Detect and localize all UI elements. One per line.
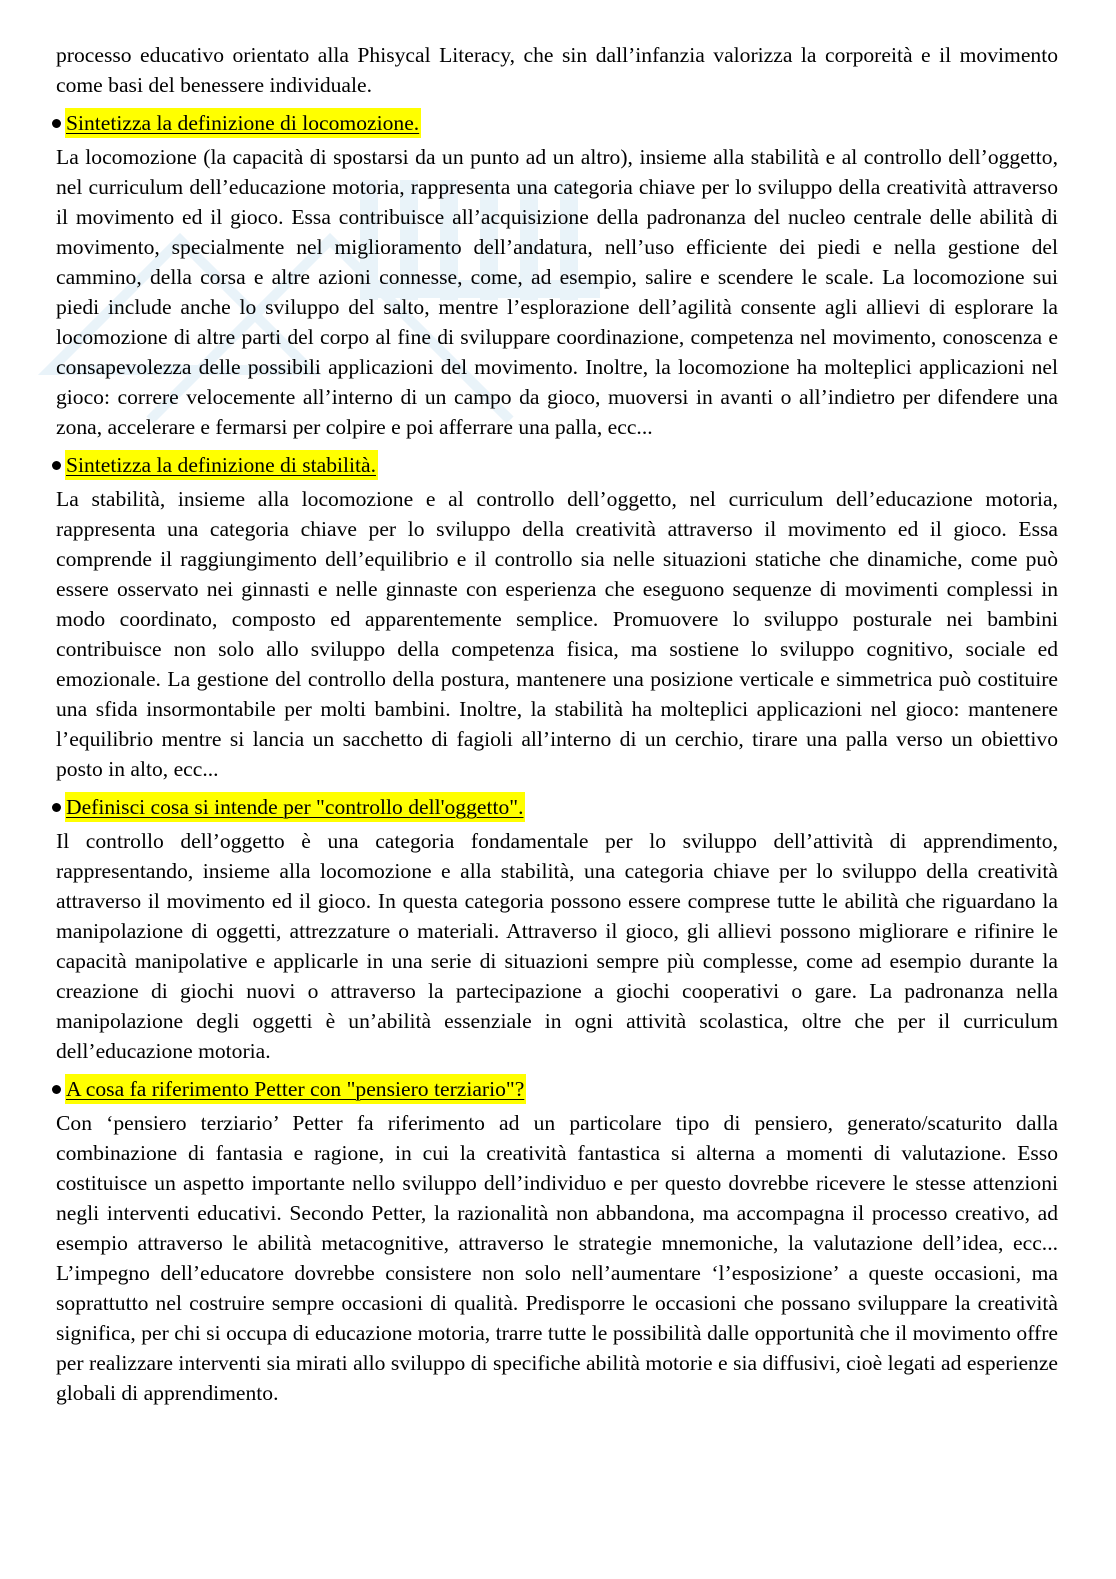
- question-heading: [52, 1074, 1058, 1104]
- question-heading: [52, 108, 1058, 138]
- qa-section-locomozione: [56, 108, 1058, 442]
- answer-paragraph: Il controllo dell’oggetto è una categoria fondamentale per lo sviluppo dell’attività di apprendimento, rappresentando, insieme alla locomozione e alla stabilità, una categoria chiave per lo sviluppo della creatività attraverso il movimento ed il gioco. In questa categoria possono essere comprese tutte le abilità che riguardano la manipolazione di oggetti, attrezzature o materiali. Attraverso il gioco, gli allievi possono migliorare e rifinire le capacità manipolative e applicarle in una serie di situazioni sempre più complesse, come ad esempio durante la creazione di giochi nuovi o attraverso la partecipazione a giochi cooperativi o gare. La padronanza nella manipolazione degli oggetti è un’abilità essenziale in ogni attività scolastica, oltre che per il curriculum dell’educazione motoria.: [56, 829, 1058, 1063]
- answer-paragraph: Con ‘pensiero terziario’ Petter fa riferimento ad un particolare tipo di pensiero, generato/scaturito dalla combinazione di fantasia e ragione, in cui la creatività fantastica si alterna a momenti di valutazione. Esso costituisce un aspetto importante nello sviluppo dell’individuo e per questo dovrebbe ricevere le stesse attenzioni negli interventi educativi. Secondo Petter, la razionalità non abbandona, ma accompagna il processo creativo, ad esempio attraverso le abilità metacognitive, attraverso le strategie mnemoniche, la valutazione dell’idea, ecc... L’impegno dell’educatore dovrebbe consistere non solo nell’aumentare ‘l’esposizione’ a queste occasioni, ma soprattutto nel costruire sempre occasioni di qualità. Predisporre le occasioni che possano sviluppare la creatività significa, per chi si occupa di educazione motoria, trarre tutte le possibilità dalle opportunità che il movimento offre per realizzare interventi sia mirati allo sviluppo di specifiche abilità motorie e sia diffusivi, cioè legati ad esperienze globali di apprendimento.: [56, 1111, 1058, 1405]
- question-text: Definisci cosa si intende per "controllo dell'oggetto".: [65, 792, 525, 822]
- bullet-icon: [52, 461, 61, 470]
- answer-paragraph: La locomozione (la capacità di spostarsi da un punto ad un altro), insieme alla stabilità e al controllo dell’oggetto, nel curriculum dell’educazione motoria, rappresenta una categoria chiave per lo sviluppo della creatività attraverso il movimento ed il gioco. Essa contribuisce all’acquisizione della padronanza del nucleo centrale delle abilità di movimento, specialmente nel miglioramento dell’andatura, nell’uso efficiente dei piedi e nella gestione del cammino, della corsa e altre azioni connesse, come, ad esempio, salire e scendere le scale. La locomozione sui piedi include anche lo sviluppo del salto, mentre l’esplorazione dell’agilità consente agli allievi di esplorare la locomozione di altre parti del corpo al fine di sviluppare coordinazione, competenza nel movimento, conoscenza e consapevolezza delle possibili applicazioni del movimento. Inoltre, la locomozione ha molteplici applicazioni nel gioco: correre velocemente all’interno di un campo da gioco, muoversi in avanti o all’indietro per difendere una zona, accelerare e fermarsi per colpire e poi afferrare una palla, ecc...: [56, 145, 1058, 439]
- question-text: Sintetizza la definizione di stabilità.: [65, 450, 378, 480]
- bullet-icon: [52, 1085, 61, 1094]
- answer-paragraph: La stabilità, insieme alla locomozione e al controllo dell’oggetto, nel curriculum dell’educazione motoria, rappresenta una categoria chiave per lo sviluppo della creatività attraverso il movimento ed il gioco. Essa comprende il raggiungimento dell’equilibrio e il controllo sia nelle situazioni statiche che dinamiche, come può essere osservato nei ginnasti e nelle ginnaste con esperienza che eseguono sequenze di movimenti complessi in modo coordinato, composto ed apparentemente semplice. Promuovere lo sviluppo posturale nei bambini contribuisce non solo allo sviluppo della competenza fisica, ma sostiene lo sviluppo cognitivo, sociale ed emozionale. La gestione del controllo della postura, mantenere una posizione verticale e simmetrica può costituire una sfida insormontabile per molti bambini. Inoltre, la stabilità ha molteplici applicazioni nel gioco: mantenere l’equilibrio mentre si lancia un sacchetto di fagioli all’interno di un cerchio, tirare una palla verso un obiettivo posto in alto, ecc...: [56, 487, 1058, 781]
- bullet-icon: [52, 803, 61, 812]
- question-heading: [52, 792, 1058, 822]
- question-text: A cosa fa riferimento Petter con "pensiero terziario"?: [65, 1074, 526, 1104]
- qa-section-stabilita: [56, 450, 1058, 784]
- intro-paragraph: processo educativo orientato alla Phisycal Literacy, che sin dall’infanzia valorizza la corporeità e il movimento come basi del benessere individuale.: [56, 43, 1058, 97]
- document-page: [56, 40, 1058, 1408]
- bullet-icon: [52, 119, 61, 128]
- qa-section-controllo-oggetto: [56, 792, 1058, 1066]
- question-heading: [52, 450, 1058, 480]
- qa-section-pensiero-terziario: [56, 1074, 1058, 1408]
- question-text: Sintetizza la definizione di locomozione.: [65, 108, 421, 138]
